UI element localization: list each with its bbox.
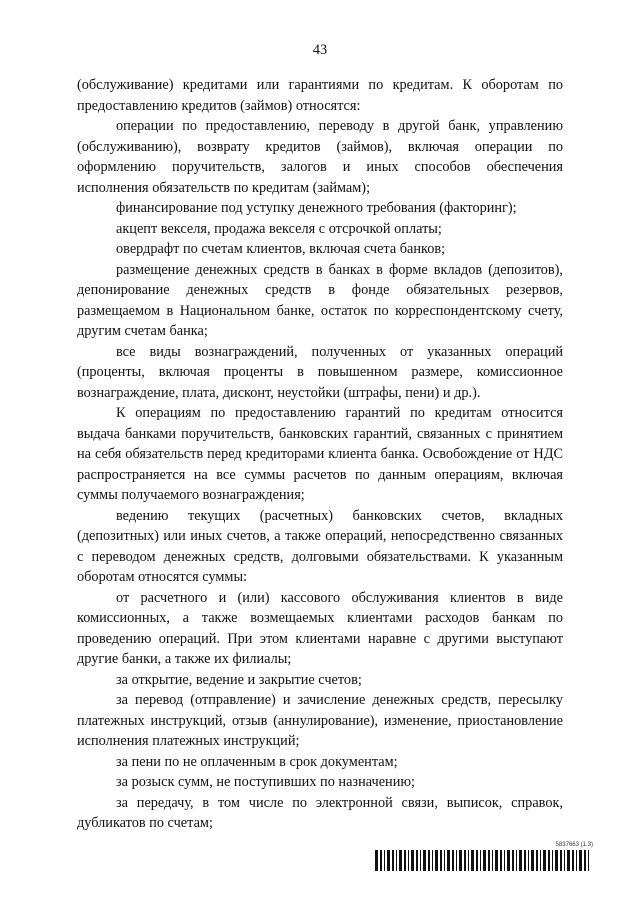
paragraph: за передачу, в том числе по электронной связи, выписок, справок, дубликатов по счетам; [77,794,563,831]
barcode-bar [464,850,466,871]
barcode-bar [531,850,534,871]
paragraph: овердрафт по счетам клиентов, включая счета банков; [116,241,446,257]
barcode-bar [579,850,582,871]
barcode-bar [444,850,445,871]
barcode-bar [500,850,502,871]
paragraph: финансирование под уступку денежного требования (факторинг); [116,200,517,216]
barcode-bar [432,850,433,871]
barcode-bar [380,850,382,871]
barcode-bar [375,850,378,871]
paragraph: размещение денежных средств в банках в форме вкладов (депозитов), депонирование денежных средств в фонде обязательных резервов, размещаемом в Национальном банке, остаток по корреспондентскому счету, другим счетам банка; [77,261,563,339]
barcode-bar [492,850,493,871]
barcode-bar [540,850,541,871]
barcode-bar [512,850,514,871]
barcode-bar [564,850,565,871]
paragraph: ведению текущих (расчетных) банковских счетов, вкладных (депозитных) или иных счетов, а также операций, непосредственно связанных с переводом денежных средств, долговыми обязательствами. К указанным оборотам относятся суммы: [77,507,563,585]
barcode-bar [555,850,558,871]
barcode [375,842,593,872]
paragraph: все виды вознаграждений, полученных от указанных операций (проценты, включая проценты в повышенном размере, комиссионное вознаграждение, плата, дисконт, неустойки (штрафы, пени) и др.). [77,343,563,401]
barcode-bar [399,850,402,871]
document-body [77,75,563,834]
barcode-bar [519,850,522,871]
barcode-bar [423,850,426,871]
barcode-bar [392,850,394,871]
barcode-bar [588,850,589,871]
barcode-bar [483,850,486,871]
barcode-bar [507,850,510,871]
paragraph: акцепт векселя, продажа векселя с отсрочкой оплаты; [116,220,442,237]
barcode-bar [536,850,538,871]
barcode-bar [411,850,414,871]
barcode-bar [420,850,421,871]
barcode-bar [447,850,450,871]
barcode-bar [543,850,546,871]
barcode-bar [488,850,490,871]
barcode-bar [387,850,390,871]
barcode-bar [528,850,529,871]
barcode-bar [495,850,498,871]
paragraph: от расчетного и (или) кассового обслуживания клиентов в виде комиссионных, а также возмещаемых клиентами расходов банкам по проведению операций. При этом клиентами наравне с другими выступают другие банки, а также их филиалы; [77,589,563,667]
barcode-bar [404,850,406,871]
barcode-bar [480,850,481,871]
barcode-bar [471,850,474,871]
paragraph: за перевод (отправление) и зачисление денежных средств, пересылку платежных инструкций, отзыв (аннулирование), изменение, приостановление исполнения платежных инструкций; [77,692,563,749]
barcode-bar [396,850,397,871]
barcode-bar [384,850,385,871]
barcode-bar [428,850,430,871]
paragraph: (обслуживание) кредитами или гарантиями по кредитам. К оборотам по предоставлению кредитов (займов) относятся: [77,77,563,114]
barcode-bar [468,850,469,871]
barcode-bar [440,850,442,871]
barcode-bar [416,850,418,871]
barcode-caption: 5837663 (1.3) [555,842,593,848]
barcode-bar [572,850,574,871]
barcode-bar [504,850,505,871]
paragraph: за открытие, ведение и закрытие счетов; [116,671,362,688]
paragraph: за пени по не оплаченным в срок документам; [116,753,398,770]
paragraph: за розыск сумм, не поступивших по назначению; [116,774,415,790]
barcode-bar [516,850,517,871]
page-number: 43 [312,42,328,58]
paragraph: операции по предоставлению, переводу в другой банк, управлению (обслуживанию), возврату кредитов (займов), включая операции по оформлению поручительств, залогов и иных способов обеспечения исполнения обязательств по кредитам (займам); [77,118,563,196]
barcode-bar [476,850,478,871]
barcode-bar [567,850,570,871]
barcode-bars [375,850,593,871]
barcode-bar [452,850,454,871]
barcode-bar [548,850,550,871]
barcode-bar [435,850,438,871]
barcode-bar [584,850,586,871]
barcode-bar [459,850,462,871]
barcode-bar [408,850,409,871]
barcode-bar [524,850,526,871]
barcode-bar [552,850,553,871]
barcode-bar [576,850,577,871]
barcode-bar [456,850,457,871]
barcode-bar [560,850,562,871]
paragraph: К операциям по предоставлению гарантий по кредитам относится выдача банками поручительств, банковских гарантий, связанных с принятием на себя обязательств перед кредиторами клиента банка. Освобождение от НДС распространяется на все суммы расчетов по данным операциям, включая суммы получаемого вознаграждения; [77,405,563,503]
